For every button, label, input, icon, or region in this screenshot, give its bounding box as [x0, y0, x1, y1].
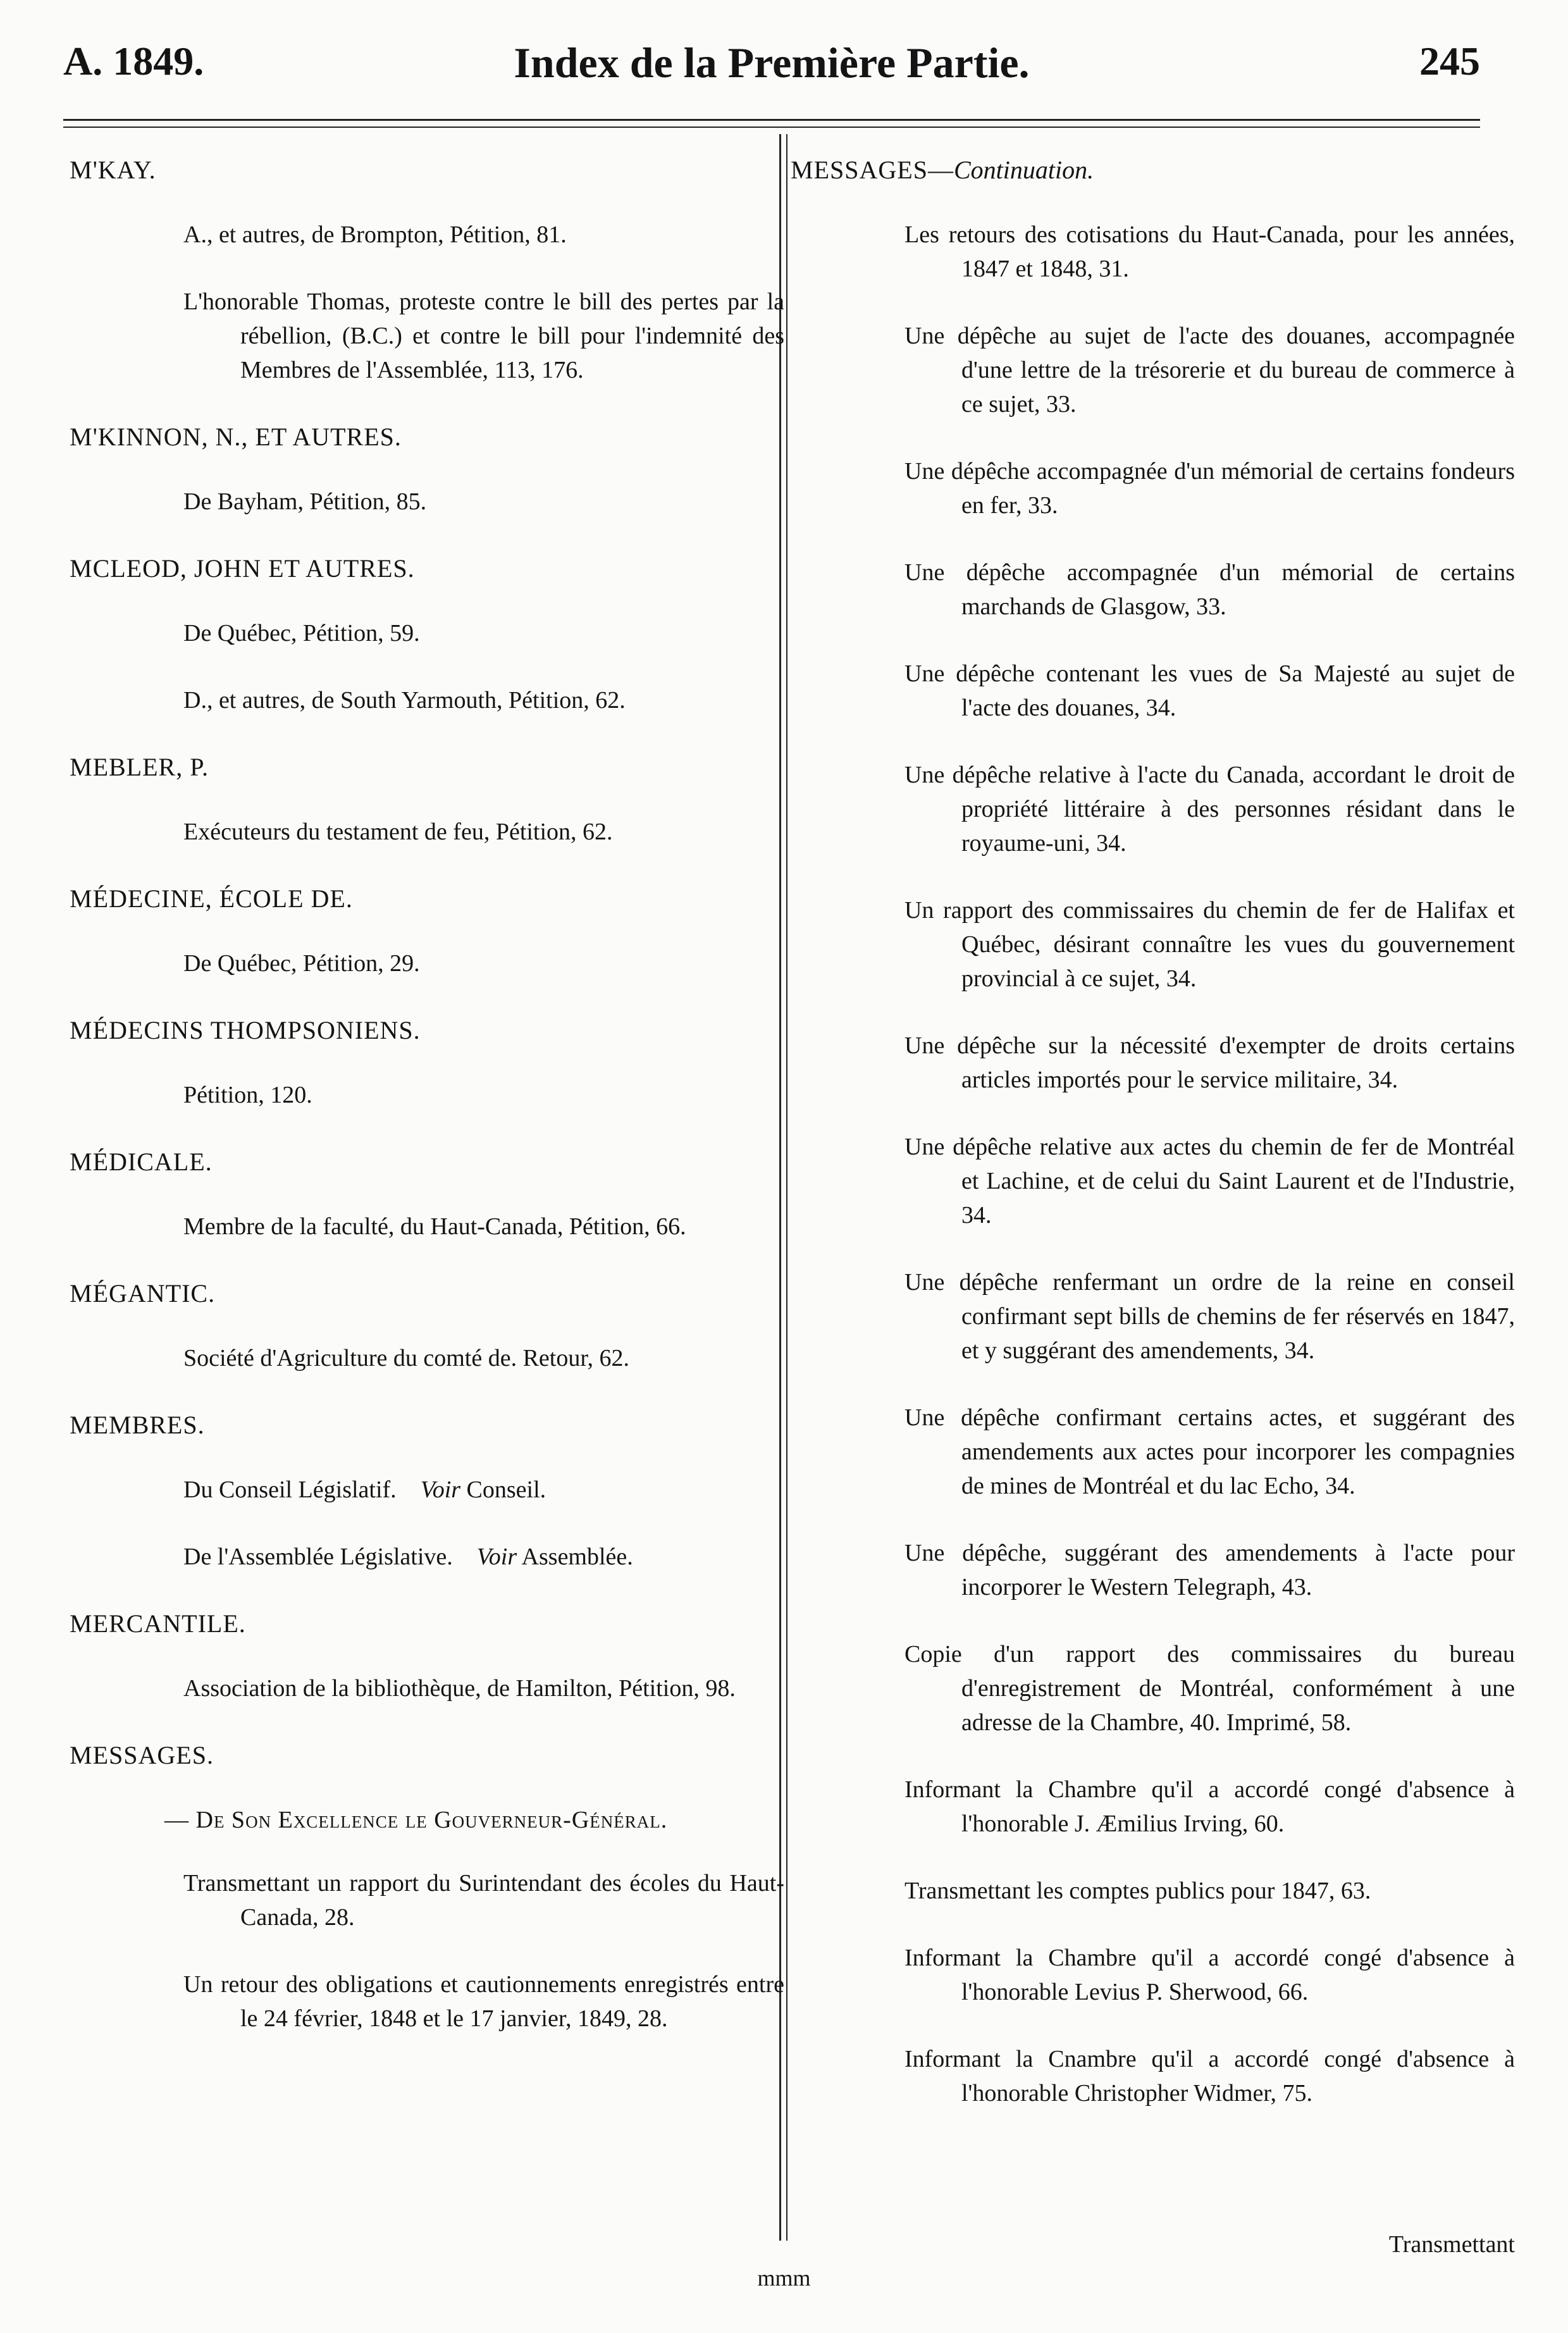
index-heading: MÉDECINE, ÉCOLE DE.: [70, 884, 353, 913]
catchword: Transmettant: [1388, 2231, 1515, 2258]
index-entry: D., et autres, de South Yarmouth, Pétition, 62.: [183, 687, 626, 714]
index-entry: De Québec, Pétition, 59.: [183, 620, 420, 647]
index-entry: Une dépêche contenant les vues de Sa Majesté au sujet de l'acte des douanes, 34.: [904, 660, 1515, 721]
header-rule-bottom: [63, 127, 1480, 128]
index-entry: Société d'Agriculture du comté de. Retour, 62.: [183, 1345, 629, 1371]
index-heading: MÉDECINS THOMPSONIENS.: [70, 1016, 421, 1044]
see-reference-label: Voir: [420, 1476, 461, 1503]
index-entry: Transmettant les comptes publics pour 1847, 63.: [904, 1878, 1371, 1904]
index-heading: MÉDICALE.: [70, 1148, 213, 1176]
heading-text: MESSAGES—: [791, 156, 954, 184]
see-reference-target: Assemblée.: [521, 1544, 633, 1570]
index-entry: Une dépêche, suggérant des amendements à l'acte pour incorporer le Western Telegraph, 43.: [904, 1540, 1515, 1600]
index-heading: MERCANTILE.: [70, 1609, 246, 1638]
index-entry: Une dépêche relative à l'acte du Canada, accordant le droit de propriété littéraire à des personnes résidant dans le royaume-uni, 34.: [904, 762, 1515, 857]
page-title: Index de la Première Partie.: [514, 39, 1030, 87]
index-heading: MCLEOD, JOHN ET AUTRES.: [70, 554, 415, 583]
index-entry: L'honorable Thomas, proteste contre le bill des pertes par la rébellion, (B.C.) et contre le bill pour l'indemnité des Membres de l'Assemblée, 113, 176.: [183, 288, 784, 383]
index-entry: Transmettant un rapport du Surintendant des écoles du Haut-Canada, 28.: [183, 1870, 784, 1931]
session-year: A. 1849.: [63, 39, 204, 84]
index-heading: M'KINNON, N., ET AUTRES.: [70, 423, 402, 451]
index-heading-continued: [791, 153, 1515, 187]
index-heading: MÉGANTIC.: [70, 1279, 216, 1308]
index-subheading: — De Son Excellence le Gouverneur-Général.: [164, 1807, 668, 1833]
see-reference-target: Conseil.: [466, 1476, 546, 1503]
index-entry: [70, 1473, 784, 1507]
index-entry: Une dépêche sur la nécessité d'exempter de droits certains articles importés pour le service militaire, 34.: [904, 1032, 1515, 1093]
index-entry: Un retour des obligations et cautionnements enregistrés entre le 24 février, 1848 et le 17 janvier, 1849, 28.: [183, 1971, 784, 2032]
index-entry: Une dépêche confirmant certains actes, et suggérant des amendements aux actes pour incorporer les compagnies de mines de Montréal et du lac Echo, 34.: [904, 1404, 1515, 1499]
index-entry: Membre de la faculté, du Haut-Canada, Pétition, 66.: [183, 1213, 686, 1240]
index-entry: Copie d'un rapport des commissaires du bureau d'enregistrement de Montréal, conformément à une adresse de la Chambre, 40. Imprimé, 58.: [904, 1641, 1515, 1736]
page-number: 245: [1419, 39, 1480, 84]
index-entry: Une dépêche au sujet de l'acte des douanes, accompagnée d'une lettre de la trésorerie et du bureau de commerce à ce sujet, 33.: [904, 323, 1515, 418]
index-entry: Pétition, 120.: [183, 1082, 312, 1108]
entry-text: De l'Assemblée Législative.: [183, 1544, 453, 1570]
entry-text: Du Conseil Législatif.: [183, 1476, 397, 1503]
continuation-label: Continuation.: [953, 156, 1094, 184]
index-heading: M'KAY.: [70, 156, 156, 184]
index-entry: De Bayham, Pétition, 85.: [183, 488, 427, 515]
index-entry: A., et autres, de Brompton, Pétition, 81.: [183, 221, 567, 248]
index-entry: Informant la Chambre qu'il a accordé congé d'absence à l'honorable Levius P. Sherwood, 66.: [904, 1945, 1515, 2005]
index-entry: Une dépêche relative aux actes du chemin de fer de Montréal et Lachine, et de celui du Saint Laurent et de l'Industrie, 34.: [904, 1134, 1515, 1228]
index-entry: Une dépêche accompagnée d'un mémorial de certains marchands de Glasgow, 33.: [904, 559, 1515, 620]
index-entry: [70, 1540, 784, 1574]
index-entry: De Québec, Pétition, 29.: [183, 950, 420, 977]
index-entry: Une dépêche renfermant un ordre de la reine en conseil confirmant sept bills de chemins de fer réservés en 1847, et y suggérant des amendements, 34.: [904, 1269, 1515, 1364]
index-entry: Informant la Cnambre qu'il a accordé congé d'absence à l'honorable Christopher Widmer, 75.: [904, 2046, 1515, 2107]
page-header: [63, 38, 1480, 89]
left-column: [70, 153, 784, 2069]
index-entry: Une dépêche accompagnée d'un mémorial de certains fondeurs en fer, 33.: [904, 458, 1515, 519]
index-entry: Association de la bibliothèque, de Hamilton, Pétition, 98.: [183, 1675, 736, 1702]
header-rule-top: [63, 119, 1480, 121]
right-column: [791, 153, 1515, 2143]
see-reference-label: Voir: [476, 1544, 517, 1570]
index-entry: Informant la Chambre qu'il a accordé congé d'absence à l'honorable J. Æmilius Irving, 60.: [904, 1776, 1515, 1837]
index-heading: MESSAGES.: [70, 1741, 214, 1769]
signature-mark: mmm: [757, 2265, 811, 2291]
index-entry: Un rapport des commissaires du chemin de fer de Halifax et Québec, désirant connaître les vues du gouvernement provincial à ce sujet, 34.: [904, 897, 1515, 992]
index-entry: Exécuteurs du testament de feu, Pétition, 62.: [183, 819, 613, 845]
column-divider-inner: [786, 134, 787, 2241]
index-heading: MEMBRES.: [70, 1411, 205, 1439]
index-entry: Les retours des cotisations du Haut-Canada, pour les années, 1847 et 1848, 31.: [904, 221, 1515, 282]
index-heading: MEBLER, P.: [70, 753, 209, 781]
